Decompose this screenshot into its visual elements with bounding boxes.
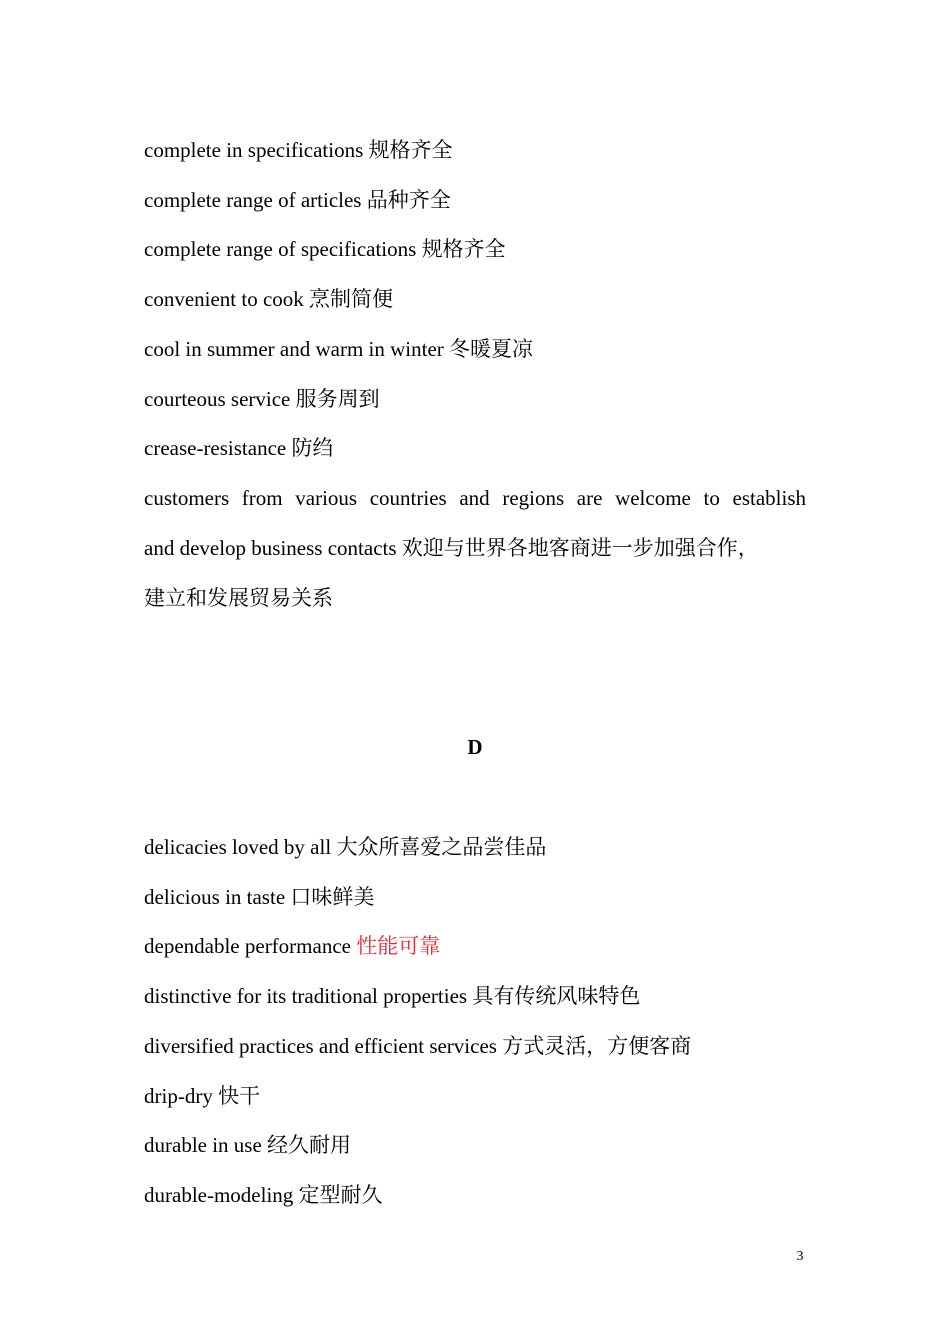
entry-chinese: 快干: [218, 1084, 261, 1108]
entry-english: complete in specifications: [144, 138, 364, 162]
entry-customers-line-3: [144, 584, 806, 612]
entry-chinese: 大众所喜爱之品尝佳品: [336, 835, 547, 859]
entry-chinese: 品种齐全: [366, 188, 451, 212]
entry-english: delicious in taste: [144, 885, 286, 909]
entry-cool-in-summer: [144, 335, 806, 363]
entry-customers-line-2: [144, 534, 806, 562]
section-heading-d: D: [467, 735, 483, 759]
entry-delicacies-loved-by-all: [144, 833, 806, 861]
entry-chinese: 服务周到: [295, 387, 380, 411]
entry-dependable-performance: [144, 932, 806, 960]
entry-courteous-service: [144, 385, 806, 413]
entry-english: convenient to cook: [144, 287, 304, 311]
entry-customers-line-1: [144, 484, 806, 512]
entry-chinese: 规格齐全: [421, 237, 506, 261]
entry-english: dependable performance: [144, 934, 351, 958]
entry-diversified-practices: [144, 1032, 806, 1060]
entry-distinctive-traditional-properties: [144, 982, 806, 1010]
entry-chinese: 烹制简便: [309, 287, 394, 311]
entry-durable-in-use: [144, 1131, 806, 1159]
entry-durable-modeling: [144, 1181, 806, 1209]
entry-english: complete range of articles: [144, 188, 362, 212]
entry-english: complete range of specifications: [144, 237, 417, 261]
entry-chinese: 防绉: [291, 436, 334, 460]
entry-convenient-to-cook: [144, 285, 806, 313]
entry-complete-range-of-articles: [144, 186, 806, 214]
entry-complete-range-of-specifications: [144, 235, 806, 263]
entry-chinese: 冬暖夏凉: [449, 337, 534, 361]
entry-crease-resistance: [144, 434, 806, 462]
entry-chinese: 定型耐久: [298, 1183, 383, 1207]
entry-english: and develop business contacts: [144, 536, 397, 560]
entry-chinese: 具有传统风味特色: [472, 984, 641, 1008]
entry-chinese: 建立和发展贸易关系: [144, 586, 333, 610]
entry-chinese: 欢迎与世界各地客商进一步加强合作，: [401, 536, 759, 560]
entry-english: courteous service: [144, 387, 291, 411]
entry-english: diversified practices and efficient services: [144, 1034, 497, 1058]
entry-english: drip-dry: [144, 1084, 213, 1108]
entry-english: durable in use: [144, 1133, 262, 1157]
entry-english: durable-modeling: [144, 1183, 294, 1207]
entry-chinese: 规格齐全: [368, 138, 453, 162]
entry-english: customers from various countries and regions are welcome to establish: [144, 486, 806, 510]
entry-chinese: 经久耐用: [267, 1133, 352, 1157]
entry-drip-dry: [144, 1082, 806, 1110]
entry-english: distinctive for its traditional properties: [144, 984, 468, 1008]
entry-delicious-in-taste: [144, 883, 806, 911]
entry-chinese-highlighted: 性能可靠: [356, 934, 441, 958]
entry-chinese: 方式灵活，方便客商: [502, 1034, 692, 1058]
entry-complete-in-specifications: [144, 136, 806, 164]
entry-english: crease-resistance: [144, 436, 287, 460]
entry-chinese: 口味鲜美: [290, 885, 375, 909]
entry-english: cool in summer and warm in winter: [144, 337, 444, 361]
entry-english: delicacies loved by all: [144, 835, 332, 859]
page-number: 3: [796, 1249, 804, 1264]
